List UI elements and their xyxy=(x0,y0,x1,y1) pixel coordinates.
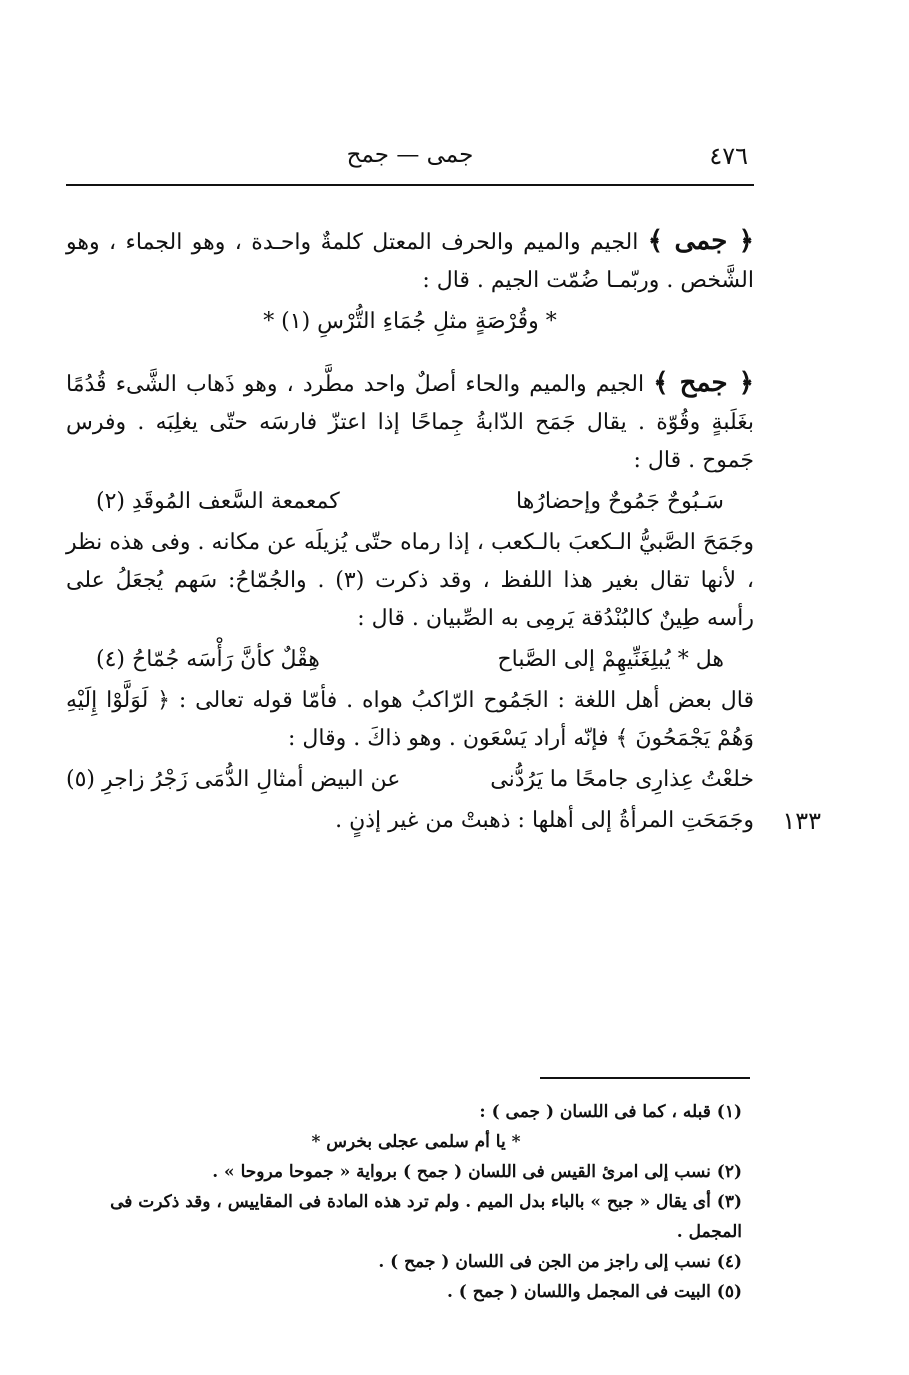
entry-heading-jamy: ﴿ جمى ﴾ xyxy=(647,226,754,256)
verse-2-second-hemistich: كمعمعة السَّعف المُوقَدِ (٢) xyxy=(96,489,340,514)
entry-heading-jamah: ﴿ جمح ﴾ xyxy=(653,368,754,398)
verse-2-first-hemistich: سَـبُوحٌ جَمُوحٌ وإحضارُها xyxy=(515,489,724,514)
verse-4-second-hemistich: عن البيض أمثالِ الدُّمَى زَجْرُ زاجرِ (٥) xyxy=(66,767,401,792)
running-head: جمى — جمح xyxy=(346,142,474,168)
footnotes xyxy=(66,1097,766,1307)
paragraph-jamuh: قال بعض أهل اللغة : الجَمُوح الرّاكبُ هواه . فأمّا قوله تعالى : ﴿ لَوَلَّوْا إِلَيْهِ وَهُمْ يَجْمَحُونَ ﴾ فإنّه أراد يَسْعَون . وهو ذاكَ . وقال : xyxy=(66,688,754,751)
verse-4-first-hemistich: خلعْتُ عِذارِى جامحًا ما يَرُدُّنى xyxy=(490,767,754,792)
body-text xyxy=(66,222,754,840)
entry-jamah xyxy=(66,364,754,480)
verse-3-second-hemistich: هِقْلٌ كأنَّ رَأْسَه جُمّاحُ (٤) xyxy=(96,647,320,672)
entry-jamy xyxy=(66,222,754,300)
footnote-1: (١) قبله ، كما فى اللسان ( جمى ) : xyxy=(479,1102,742,1122)
verse-line-2 xyxy=(66,480,754,524)
footnote-2: (٢) نسب إلى امرئ القيس فى اللسان ( جمح ) برواية « جموحا مروحا » . xyxy=(212,1162,742,1182)
page-header xyxy=(66,142,754,178)
margin-section-number: ١٣٣ xyxy=(782,807,821,835)
entry-text-jamy: الجيم والميم والحرف المعتل كلمةٌ واحـدة ، وهو الجماء ، وهو الشَّخص . وربّمـا ضُمّت الجيم . قال : xyxy=(66,230,754,293)
verse-line-3 xyxy=(66,638,754,682)
paragraph-jummah: وجَمَحَ الصَّبيُّ الـكعبَ بالـكعب ، إذا رماه حتّى يُزيلَه عن مكانه . وفى هذه نظر ، لأنها تقال بغير هذا اللفظ ، وقد ذكرت (٣) . والجُمّاحُ: سَهم يُجعَلُ على رأسه طِينٌ كالبُنْدُقة يَرمِى به الصِّبيان . قال : xyxy=(66,530,755,631)
page-number: ٤٧٦ xyxy=(709,142,748,170)
footnote-5: (٥) البيت فى المجمل واللسان ( جمح ) . xyxy=(446,1282,742,1302)
footnote-rule xyxy=(540,1077,750,1079)
verse-line-4 xyxy=(66,758,754,802)
verse-line-1: * وقُرْصَةٍ مثلِ جُمَاءِ التُّرْسِ (١) * xyxy=(263,309,557,334)
footnote-4: (٤) نسب إلى راجز من الجن فى اللسان ( جمح ) . xyxy=(378,1252,742,1272)
verse-3-first-hemistich: هل * يُبلِغَنِّيهِمْ إلى الصَّباح xyxy=(497,647,724,672)
entry-text-jamah: الجيم والميم والحاء أصلٌ واحد مطَّرد ، وهو ذَهاب الشَّىء قُدُمًا بغَلَبةٍ وقُوّة . يقال جَمَح الدّابةُ جِماحًا إذا اعتزّ فارسَه حتّى يغلِبَه . وفرس جَموح . قال : xyxy=(66,372,754,473)
paragraph-woman: وجَمَحَتِ المرأةُ إلى أهلها : ذهبتْ من غير إذنٍ . xyxy=(335,808,754,833)
footnote-3: (٣) أى يقال « جبح » بالباء بدل الميم . ولم ترد هذه المادة فى المقاييس ، وقد ذكرت فى المجمل . xyxy=(110,1192,742,1242)
footnote-1-verse: * يا أم سلمى عجلى بخرس * xyxy=(311,1132,521,1152)
header-rule xyxy=(66,184,754,186)
